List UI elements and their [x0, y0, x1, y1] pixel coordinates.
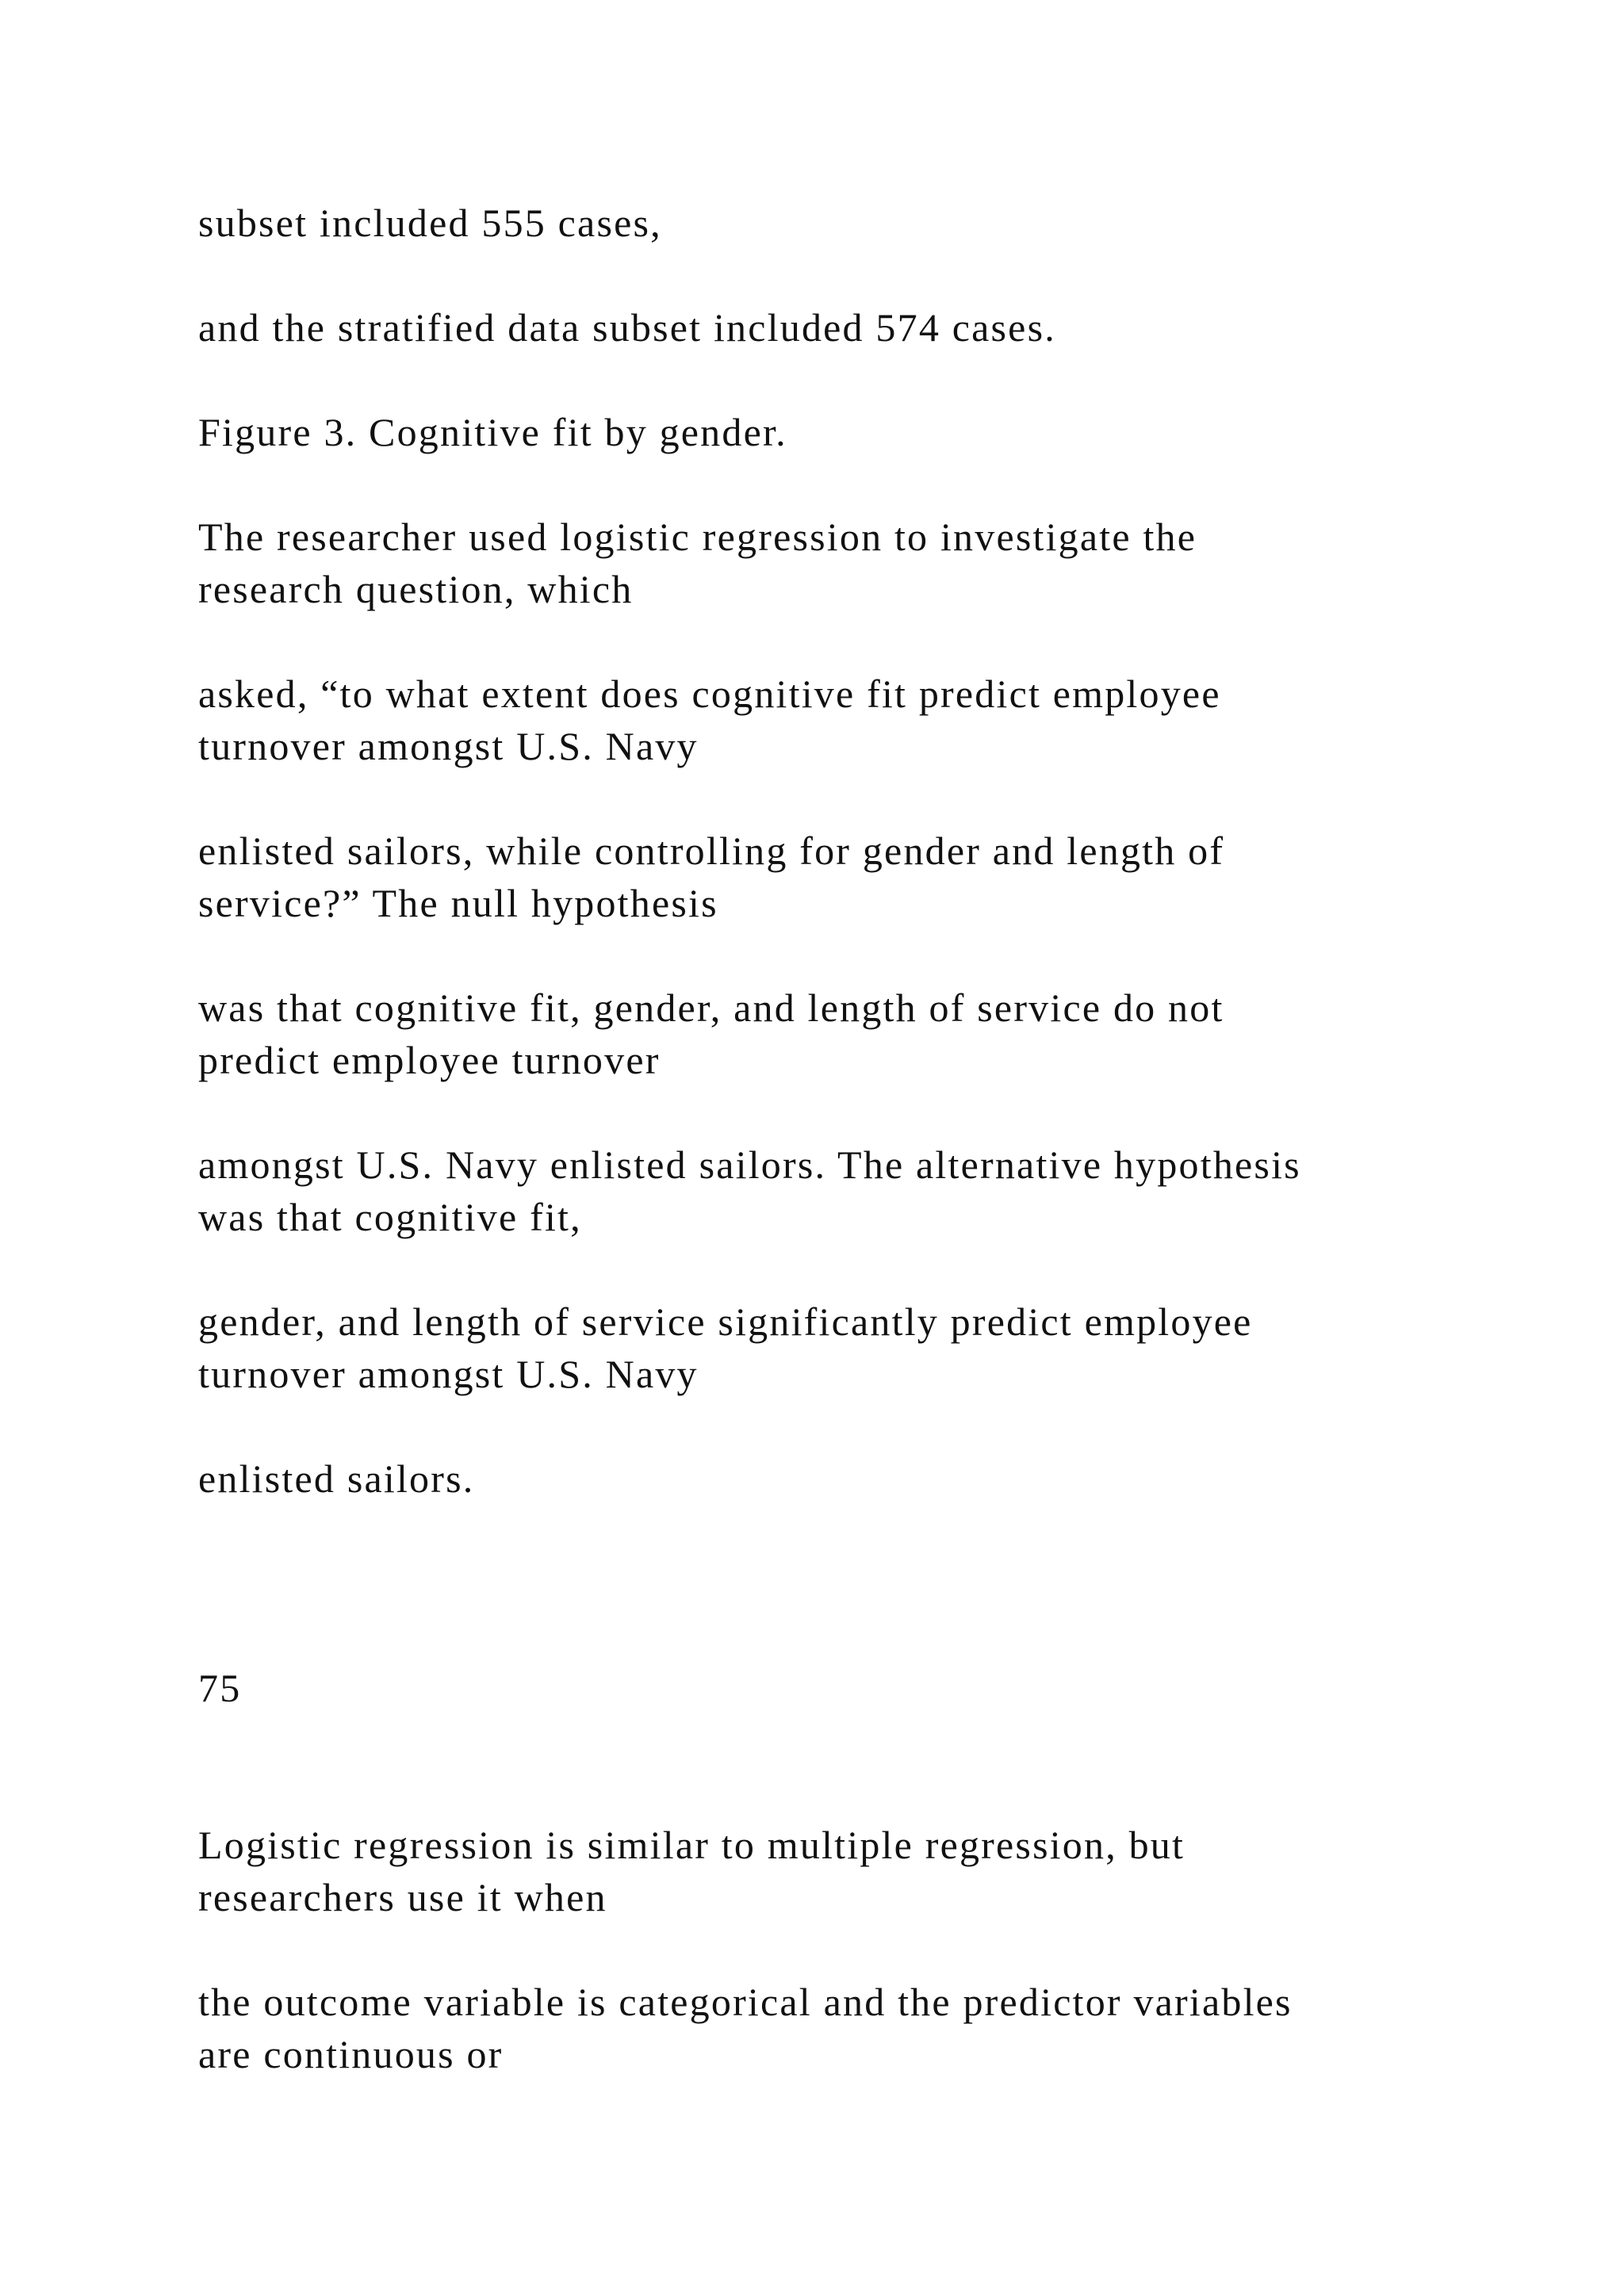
text-line: was that cognitive fit,	[198, 1195, 582, 1239]
text-line: amongst U.S. Navy enlisted sailors. The alternative hypothesis	[198, 1142, 1301, 1187]
text-line: service?” The null hypothesis	[198, 881, 718, 925]
page-number: 75	[198, 1666, 242, 1710]
text-line: and the stratified data subset included 574 cases.	[198, 305, 1056, 350]
text-line: enlisted sailors, while controlling for gender and length of	[198, 828, 1225, 873]
text-line: research question, which	[198, 567, 634, 611]
text-line: predict employee turnover	[198, 1038, 661, 1082]
text-line: subset included 555 cases,	[198, 201, 662, 245]
text-line: turnover amongst U.S. Navy	[198, 1352, 699, 1396]
text-line: Logistic regression is similar to multiple regression, but	[198, 1823, 1185, 1867]
text-line: gender, and length of service significantly predict employee	[198, 1299, 1253, 1344]
text-line: turnover amongst U.S. Navy	[198, 724, 699, 768]
text-line: was that cognitive fit, gender, and length of service do not	[198, 985, 1224, 1030]
text-line: enlisted sailors.	[198, 1456, 475, 1501]
text-line: asked, “to what extent does cognitive fit predict employee	[198, 672, 1221, 716]
text-line: the outcome variable is categorical and the predictor variables	[198, 1980, 1293, 2024]
text-line: The researcher used logistic regression to investigate the	[198, 515, 1197, 559]
figure-caption: Figure 3. Cognitive fit by gender.	[198, 410, 787, 454]
text-line: are continuous or	[198, 2032, 504, 2076]
text-line: researchers use it when	[198, 1875, 607, 1919]
